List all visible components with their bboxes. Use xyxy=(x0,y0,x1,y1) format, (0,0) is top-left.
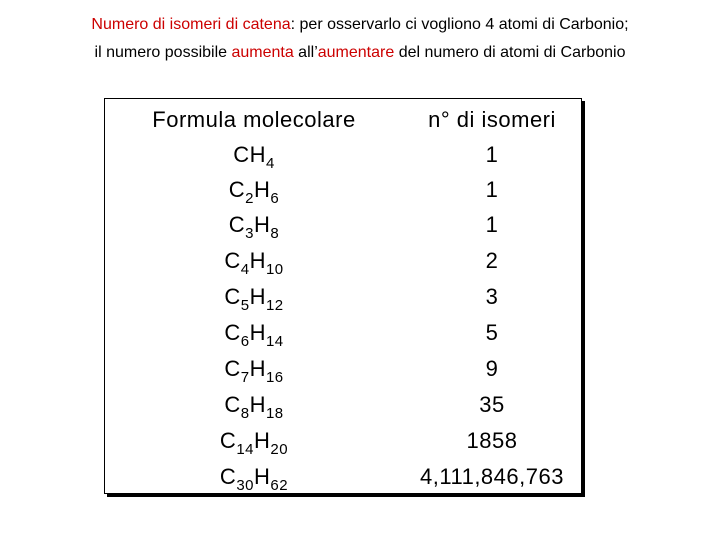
isomer-count-cell: 9 xyxy=(485,356,499,381)
hydrogen-count: 18 xyxy=(265,405,284,422)
hydrogen-count: 6 xyxy=(270,190,280,207)
table-row xyxy=(105,423,581,459)
carbon-symbol: C xyxy=(233,142,250,167)
hydrogen-count: 14 xyxy=(265,333,284,350)
formula-cell xyxy=(105,243,403,279)
isomer-count-cell: 35 xyxy=(479,392,505,417)
isomer-count-cell: 2 xyxy=(485,248,499,273)
heading-line-2-seg-0: il numero possibile xyxy=(94,44,232,61)
hydrogen-symbol: H xyxy=(249,320,266,345)
carbon-count: 14 xyxy=(236,441,254,458)
carbon-symbol: C xyxy=(224,320,241,345)
column-header-formula: Formula molecolare xyxy=(152,107,356,132)
carbon-count: 3 xyxy=(245,225,254,242)
heading-line-1-seg-1: : per osservarlo ci vogliono 4 atomi di Carbonio; xyxy=(290,16,629,33)
heading-line-2-seg-3: aumentare xyxy=(317,44,395,61)
formula-cell xyxy=(105,172,403,208)
carbon-symbol: C xyxy=(224,392,241,417)
isomer-count-cell: 1858 xyxy=(466,428,518,453)
formula-cell xyxy=(105,137,403,173)
carbon-symbol: C xyxy=(228,212,246,237)
isomer-count-cell: 5 xyxy=(485,320,499,345)
hydrogen-symbol: H xyxy=(254,464,271,489)
carbon-count: 2 xyxy=(245,190,254,207)
table-row xyxy=(105,279,581,315)
table-header-row xyxy=(105,102,581,138)
isomer-table xyxy=(104,98,582,494)
carbon-symbol: C xyxy=(224,284,241,309)
table-row xyxy=(105,351,581,387)
table-row xyxy=(105,459,581,495)
heading-line-2-seg-2: all’ xyxy=(293,44,318,61)
isomer-count-cell: 1 xyxy=(485,142,499,167)
heading-line-2-seg-1: aumenta xyxy=(231,44,294,61)
heading-line-1-seg-0: Numero di isomeri di catena xyxy=(91,16,291,33)
table-row xyxy=(105,172,581,208)
hydrogen-count: 62 xyxy=(270,477,289,494)
carbon-symbol: C xyxy=(224,356,241,381)
formula-cell xyxy=(105,207,403,243)
table-row xyxy=(105,315,581,351)
isomer-count-cell: 4,111,846,763 xyxy=(420,464,564,489)
hydrogen-symbol: H xyxy=(254,212,271,237)
isomer-count-cell: 1 xyxy=(485,212,499,237)
hydrogen-symbol: H xyxy=(249,248,266,273)
hydrogen-count: 10 xyxy=(265,261,284,278)
table-row xyxy=(105,243,581,279)
formula-cell xyxy=(105,351,403,387)
hydrogen-symbol: H xyxy=(249,356,266,381)
heading-line-1 xyxy=(0,15,720,34)
carbon-count: 30 xyxy=(236,477,254,494)
table-row xyxy=(105,207,581,243)
formula-cell xyxy=(105,387,403,423)
isomer-count-cell: 1 xyxy=(485,177,499,202)
carbon-count: 5 xyxy=(240,297,250,314)
hydrogen-count: 20 xyxy=(270,441,289,458)
table-row xyxy=(105,137,581,173)
hydrogen-count: 8 xyxy=(270,225,280,242)
hydrogen-symbol: H xyxy=(254,177,271,202)
hydrogen-symbol: H xyxy=(254,428,271,453)
carbon-count: 6 xyxy=(240,333,250,350)
hydrogen-symbol: H xyxy=(249,284,266,309)
heading-line-2-seg-4: del numero di atomi di Carbonio xyxy=(394,44,626,61)
hydrogen-count: 16 xyxy=(265,369,284,386)
hydrogen-symbol: H xyxy=(249,392,266,417)
carbon-symbol: C xyxy=(219,464,237,489)
hydrogen-count: 4 xyxy=(265,155,275,172)
hydrogen-count: 12 xyxy=(265,297,284,314)
carbon-count: 8 xyxy=(240,405,250,422)
carbon-symbol: C xyxy=(219,428,237,453)
carbon-count: 4 xyxy=(240,261,250,278)
hydrogen-symbol: H xyxy=(249,142,266,167)
formula-cell xyxy=(105,279,403,315)
formula-cell xyxy=(105,315,403,351)
carbon-symbol: C xyxy=(228,177,246,202)
column-header-isomer-count: n° di isomeri xyxy=(428,107,556,132)
table-row xyxy=(105,387,581,423)
formula-cell xyxy=(105,423,403,459)
isomer-count-cell: 3 xyxy=(485,284,499,309)
carbon-count: 7 xyxy=(240,369,250,386)
carbon-symbol: C xyxy=(224,248,241,273)
formula-cell xyxy=(105,459,403,495)
heading-line-2 xyxy=(0,43,720,62)
